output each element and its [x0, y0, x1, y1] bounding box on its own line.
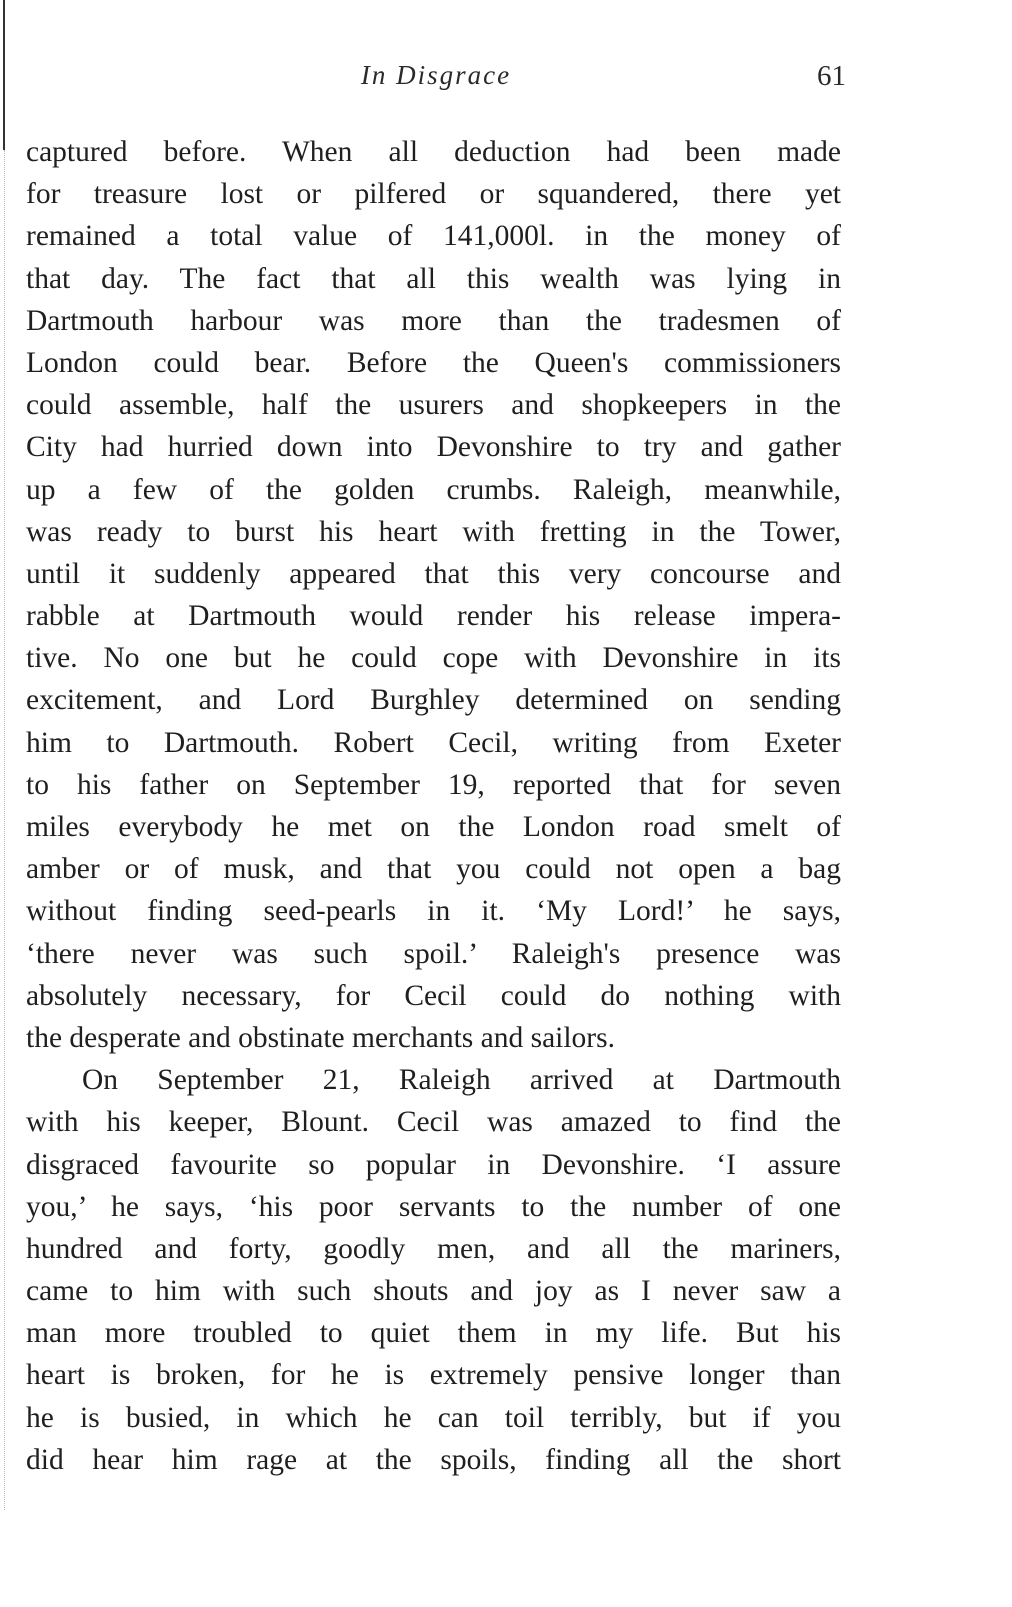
page-number: 61 — [817, 60, 846, 92]
text-line: to his father on September 19, reported that for seven — [26, 768, 841, 801]
text-line: him to Dartmouth. Robert Cecil, writing from Exeter — [26, 726, 841, 759]
text-line: could assemble, half the usurers and shopkeepers in the — [26, 389, 841, 422]
text-line: for treasure lost or pilfered or squandered, there yet — [26, 178, 841, 211]
text-line: you,’ he says, ‘his poor servants to the number of one — [26, 1190, 841, 1223]
text-line: disgraced favourite so popular in Devonshire. ‘I assure — [26, 1148, 841, 1181]
text-line: Dartmouth harbour was more than the tradesmen of — [26, 304, 841, 337]
text-line: that day. The fact that all this wealth was lying in — [26, 262, 841, 295]
running-title: In Disgrace — [360, 60, 512, 90]
running-head — [26, 60, 846, 100]
text-line: London could bear. Before the Queen's commissioners — [26, 346, 841, 379]
text-line: tive. No one but he could cope with Devonshire in its — [26, 642, 841, 675]
paragraph-end-line: the desperate and obstinate merchants and sailors. — [26, 1021, 615, 1054]
text-line: was ready to burst his heart with fretting in the Tower, — [26, 515, 841, 548]
text-line: hundred and forty, goodly men, and all the mariners, — [26, 1232, 841, 1265]
text-line: until it suddenly appeared that this very concourse and — [26, 557, 841, 590]
text-line: excitement, and Lord Burghley determined on sending — [26, 684, 841, 717]
text-line: remained a total value of 141,000l. in the money of — [26, 220, 841, 253]
text-line: man more troubled to quiet them in my life. But his — [26, 1317, 841, 1350]
text-line: rabble at Dartmouth would render his release impera- — [26, 600, 841, 633]
text-line: captured before. When all deduction had been made — [26, 136, 841, 168]
text-line: City had hurried down into Devonshire to try and gather — [26, 431, 841, 464]
text-line: he is busied, in which he can toil terribly, but if you — [26, 1401, 841, 1434]
body-text — [26, 131, 841, 1481]
text-line: without finding seed-pearls in it. ‘My Lord!’ he says, — [26, 895, 841, 928]
paragraph-start-line: On September 21, Raleigh arrived at Dartmouth — [82, 1064, 841, 1097]
text-line: miles everybody he met on the London road smelt of — [26, 811, 841, 843]
binding-edge-dots — [4, 150, 6, 1510]
text-line: with his keeper, Blount. Cecil was amazed to find the — [26, 1106, 841, 1139]
text-line: amber or of musk, and that you could not open a bag — [26, 853, 841, 886]
text-line: heart is broken, for he is extremely pensive longer than — [26, 1359, 841, 1392]
text-line: up a few of the golden crumbs. Raleigh, meanwhile, — [26, 473, 841, 506]
text-line: did hear him rage at the spoils, finding all the short — [26, 1443, 841, 1476]
text-line: ‘there never was such spoil.’ Raleigh's presence was — [26, 937, 841, 970]
text-line: came to him with such shouts and joy as I never saw a — [26, 1275, 841, 1308]
text-line: absolutely necessary, for Cecil could do nothing with — [26, 979, 841, 1012]
binding-edge-line — [3, 0, 5, 150]
